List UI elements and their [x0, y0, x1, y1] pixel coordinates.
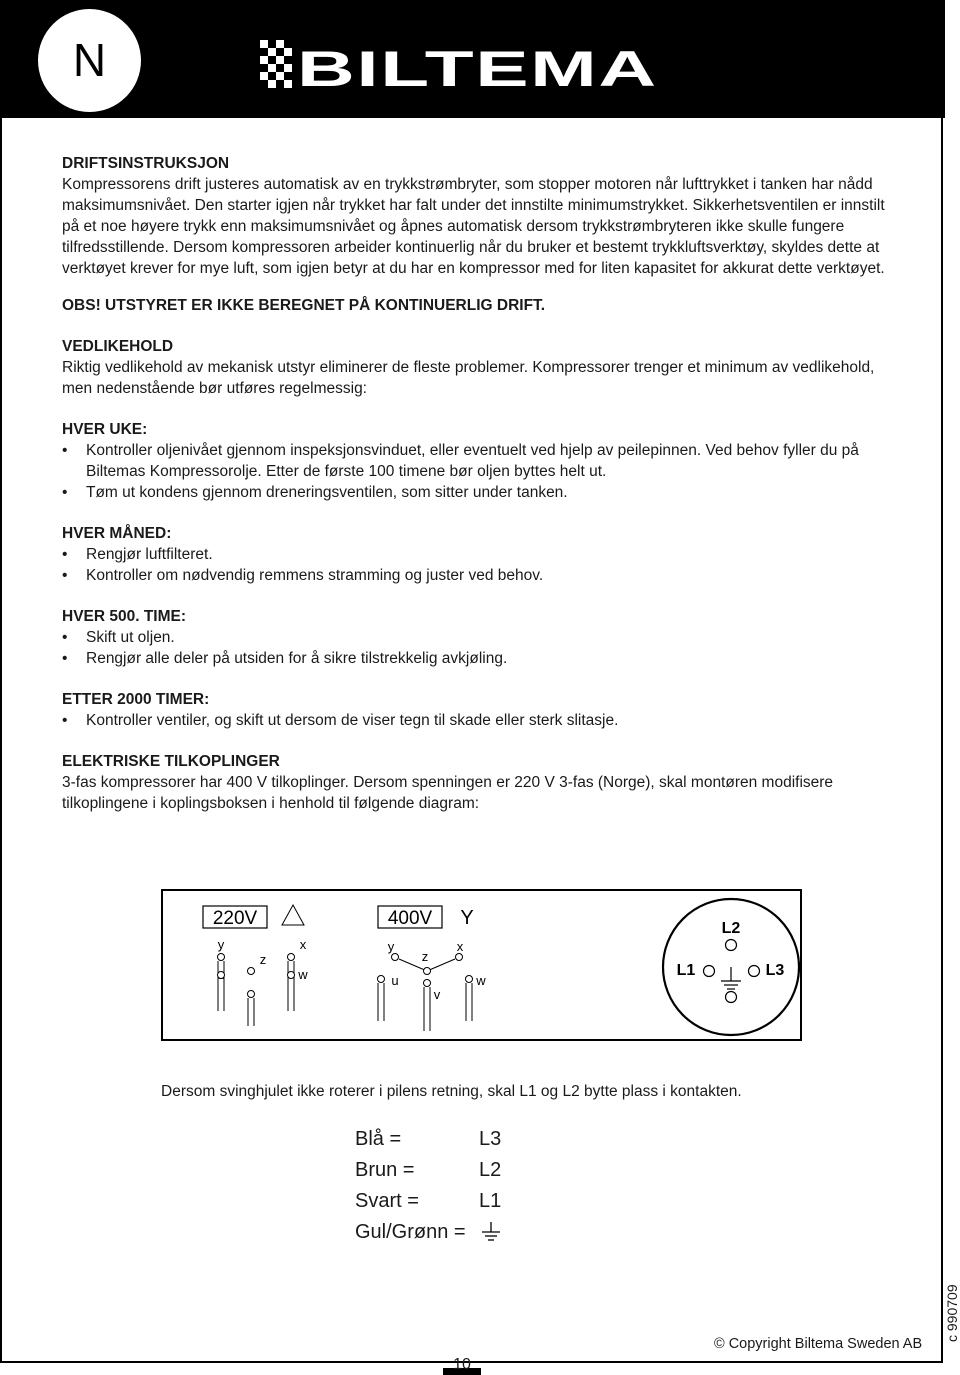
- page-number: 10: [453, 1356, 471, 1373]
- delta-voltage-label: 220V: [212, 908, 258, 929]
- plug-diagram: [663, 899, 799, 1035]
- checkered-flag-icon: [260, 40, 294, 92]
- wire-color: Gul/Grønn =: [355, 1221, 466, 1243]
- section-title-operation: DRIFTSINSTRUKSJON: [62, 155, 230, 172]
- weekly-list: [62, 440, 892, 503]
- section-title-500-hours: HVER 500. TIME:: [62, 608, 187, 625]
- terminal-label: y: [217, 937, 225, 952]
- brand-logo: BILTEMA: [297, 41, 658, 97]
- diagram-caption: Dersom svinghjulet ikke roterer i pilens retning, skal L1 og L2 bytte plass i kontakten.: [161, 1083, 742, 1100]
- section-title-2000-hours: ETTER 2000 TIMER:: [62, 691, 210, 708]
- terminal-label: z: [259, 952, 267, 967]
- copyright-notice: © Copyright Biltema Sweden AB: [714, 1336, 923, 1352]
- wire-color: Blå =: [355, 1128, 402, 1150]
- terminal-label: x: [299, 937, 307, 952]
- terminal-label: w: [298, 967, 308, 982]
- wire-phase: L2: [479, 1159, 502, 1181]
- list-item: • Tøm ut kondens gjennom dreneringsventilen, som sitter under tanken.: [62, 482, 892, 503]
- list-item: • Kontroller ventiler, og skift ut dersom de viser tegn til skade eller sterk slitasje.: [62, 710, 892, 731]
- wire-phase: L1: [479, 1190, 502, 1212]
- language-badge: [38, 9, 141, 112]
- star-voltage-label: 400V: [387, 908, 433, 929]
- section-title-maintenance: VEDLIKEHOLD: [62, 338, 174, 355]
- 500-hours-list: [62, 627, 892, 669]
- wiring-diagram: [161, 889, 802, 1041]
- operation-text: Kompressorens drift justeres automatisk av en trykkstrømbryter, som stopper motoren når lufttrykket i tanken har nådd maksimumsnivået. Den starter igjen når trykket har falt under det innstilte minimumstrykket. Sikkerhetsventilen er innstilt på et noe høyere trykk enn maksimumsnivået og åpnes automatisk dersom trykkstrømbryteren ikke skulle fungere tilfredsstillende. Dersom kompressoren arbeider kontinuerlig når du bruker et bestemt trykkluftsverktøy, skyldes dette at verktøyet krever for mye luft, som igjen betyr at du har en kompressor med for liten kapasitet for akkurat dette verktøyet.: [62, 176, 885, 277]
- terminal-label: z: [421, 949, 429, 964]
- plug-pin-label: L2: [721, 920, 741, 937]
- wire-color: Brun =: [355, 1159, 415, 1181]
- delta-symbol-icon: [282, 905, 304, 925]
- section-title-electrical: ELEKTRISKE TILKOPLINGER: [62, 753, 280, 770]
- ground-icon: [479, 1220, 503, 1244]
- list-item: • Rengjør alle deler på utsiden for å sikre tilstrekkelig avkjøling.: [62, 648, 892, 669]
- section-title-monthly: HVER MÅNED:: [62, 525, 172, 542]
- wire-phase: L3: [479, 1128, 502, 1150]
- warning-text: OBS! UTSTYRET ER IKKE BEREGNET PÅ KONTINUERLIG DRIFT.: [62, 297, 546, 314]
- ground-icon: [721, 967, 741, 989]
- terminal-label: u: [391, 973, 399, 988]
- maintenance-text: Riktig vedlikehold av mekanisk utstyr eliminerer de fleste problemer. Kompressorer trenger et minimum av vedlikehold, men nedenstående bør utføres regelmessig:: [62, 359, 875, 397]
- main-content: [62, 153, 892, 814]
- terminal-label: w: [476, 973, 486, 988]
- wire-color: Svart =: [355, 1190, 419, 1212]
- terminal-label: y: [387, 939, 395, 954]
- electrical-text: 3-fas kompressorer har 400 V tilkoplinger. Dersom spenningen er 220 V 3-fas (Norge), skal montøren modifisere tilkoplingene i koplingsboksen i henhold til følgende diagram:: [62, 774, 834, 812]
- delta-connection: [203, 905, 308, 1026]
- plug-pin-label: L1: [676, 962, 696, 979]
- document-code: c 990709: [944, 1284, 960, 1342]
- 2000-hours-list: [62, 710, 892, 731]
- list-item: • Kontroller oljenivået gjennom inspeksjonsvinduet, eller eventuelt ved hjelp av peilepinnen. Ved behov fyller du på Biltemas Kompressorolje. Etter de første 100 timene bør oljen byttes helt ut.: [62, 440, 892, 482]
- star-symbol: Y: [460, 907, 474, 929]
- list-item: • Kontroller om nødvendig remmens stramming og juster ved behov.: [62, 565, 892, 586]
- list-item: • Rengjør luftfilteret.: [62, 544, 892, 565]
- monthly-list: [62, 544, 892, 586]
- list-item: • Skift ut oljen.: [62, 627, 892, 648]
- page-header: [0, 0, 945, 118]
- terminal-label: v: [433, 987, 441, 1002]
- star-connection: [378, 906, 487, 1031]
- terminal-label: x: [456, 939, 464, 954]
- wiring-diagram-graphic: [163, 891, 800, 1039]
- section-title-weekly: HVER UKE:: [62, 421, 148, 438]
- language-code: N: [72, 34, 107, 86]
- plug-pin-label: L3: [765, 962, 785, 979]
